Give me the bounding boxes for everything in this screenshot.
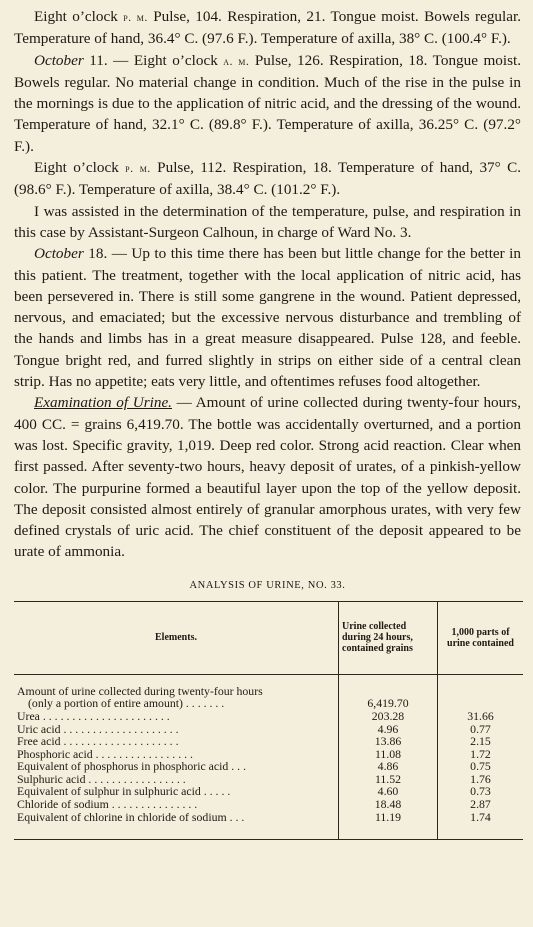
table-row	[14, 798, 523, 811]
column-header-collected: Urine collected during 24 hours, contained grains	[339, 601, 438, 674]
collected-value: 4.60	[339, 785, 438, 798]
column-header-elements: Elements.	[14, 601, 339, 674]
collected-value: 11.08	[339, 748, 438, 761]
row-label: Equivalent of sulphur in sulphuric acid . . . . .	[17, 784, 231, 799]
paragraph-assistance: I was assisted in the determination of the temperature, pulse, and respiration in this case by Assistant-Surgeon Calhoun, in charge of Ward No. 3.	[14, 202, 521, 241]
date-label: October	[34, 51, 84, 69]
row-label: Free acid . . . . . . . . . . . . . . . . . . . .	[17, 734, 179, 749]
urine-analysis-table	[14, 601, 523, 841]
time-marker: p. m.	[125, 161, 151, 176]
parts-value: 1.72	[438, 748, 524, 761]
parts-value: 0.73	[438, 785, 524, 798]
collected-value: 11.19	[339, 811, 438, 840]
collected-value: 203.28	[339, 710, 438, 723]
row-label: Phosphoric acid . . . . . . . . . . . . . . . . .	[17, 746, 193, 761]
time-marker: a. m.	[223, 53, 250, 68]
collected-value: 4.86	[339, 760, 438, 773]
text: 18. — Up to this time there has been but little change for the better in this patient. The treatment, together with the local application of nitric acid, has been persevered in. There is still some gangrene in the wound. Patient depressed, nervous, and emaciated; but the excessive nervous disturbance and trembling of the hands and limbs has in a great measure disappeared. Pulse 128, and feeble. Tongue bright red, and furred slightly in strips on either side of a central clean strip. Has no appetite; eats very little, and oftentimes refuses food altogether.	[14, 245, 521, 391]
text: — Amount of urine collected during twenty-four hours, 400 CC. = grains 6,419.70. The bottle was accidentally overturned, and a portion was lost. Specific gravity, 1,019. Deep red color. Strong acid reaction. Clear when first passed. After seventy-two hours, heavy deposit of urates, of a pinkish-yellow color. The purpurine formed a beautiful layer upon the top of the yellow deposit. The deposit consisted almost entirely of granular amorphous urates, with very few defined crystals of uric acid. The chief constituent of the deposit appeared to be urate of ammonia.	[14, 394, 521, 561]
text: 11. — Eight o’clock	[83, 51, 224, 69]
table-row	[14, 811, 523, 840]
date-label: October	[34, 245, 84, 263]
row-label: Amount of urine collected during twenty-four hours	[17, 683, 263, 698]
paragraph-oct11-evening	[14, 157, 521, 201]
text: Pulse, 126. Respiration, 18. Tongue moist. Bowels regular. No material change in condition. Much of the rise in the pulse in the mornings is due to the application of nitric acid, and the dressing of the wound. Temperature of hand, 32.1° C. (89.8° F.). Temperature of axilla, 36.25° C. (97.2° F.).	[14, 51, 522, 155]
section-heading: Examination of Urine.	[34, 394, 172, 412]
collected-value: 4.96	[339, 723, 438, 736]
parts-value: 1.74	[438, 811, 524, 840]
collected-value: 11.52	[339, 773, 438, 786]
row-label: Equivalent of phosphorus in phosphoric acid . . .	[17, 759, 247, 774]
time-marker: p. m.	[123, 10, 148, 24]
row-label: Chloride of sodium . . . . . . . . . . . . . . .	[17, 797, 198, 812]
column-header-parts: 1,000 parts of urine contained	[438, 601, 524, 674]
row-label: (only a portion of entire amount) . . . . . . .	[28, 696, 225, 711]
parts-value: 0.77	[438, 723, 524, 736]
text: Eight o’clock	[34, 8, 124, 25]
collected-value: 6,419.70	[339, 697, 438, 710]
parts-value: 1.76	[438, 773, 524, 786]
row-label: Equivalent of chlorine in chloride of sodium . . .	[17, 809, 245, 824]
table-header-row	[14, 601, 523, 674]
table-title: ANALYSIS OF URINE, NO. 33.	[189, 579, 346, 591]
paragraph-oct11-morning	[14, 50, 521, 157]
parts-value: 2.87	[438, 798, 524, 811]
paragraph-urine-examination	[14, 392, 521, 562]
table-row	[14, 760, 523, 773]
row-label: Urea . . . . . . . . . . . . . . . . . . . . . .	[17, 708, 170, 723]
paragraph-evening-oct10	[14, 6, 521, 50]
table-row	[14, 735, 523, 748]
paragraph-oct18	[14, 243, 521, 392]
table-row	[14, 710, 523, 723]
text: Eight o’clock	[34, 159, 126, 177]
collected-value: 18.48	[339, 798, 438, 811]
row-label: Sulphuric acid . . . . . . . . . . . . . . . . .	[17, 771, 186, 786]
parts-value: 2.15	[438, 735, 524, 748]
parts-value: 0.75	[438, 760, 524, 773]
row-label: Uric acid . . . . . . . . . . . . . . . . . . . .	[17, 721, 179, 736]
parts-value: 31.66	[438, 710, 524, 723]
text: Pulse, 104. Respiration, 21. Tongue moist. Bowels regular. Temperature of hand, 36.4° C. (97.6 F.). Temperature of axilla, 38° C. (100.4° F.).	[14, 8, 521, 48]
text: Pulse, 112. Respiration, 18. Temperature of hand, 37° C. (98.6° F.). Temperature of axilla, 38.4° C. (101.2° F.).	[14, 159, 522, 199]
collected-value: 13.86	[339, 735, 438, 748]
